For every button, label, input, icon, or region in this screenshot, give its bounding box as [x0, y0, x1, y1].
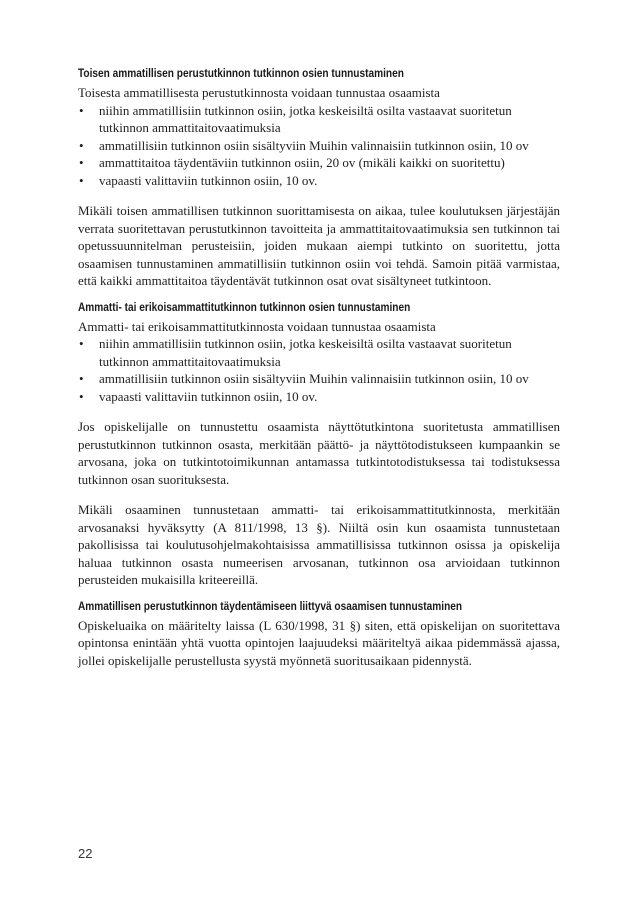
section-heading: Toisen ammatillisen perustutkinnon tutkinnon osien tunnustaminen: [78, 68, 404, 80]
paragraph: Mikäli toisen ammatillisen tutkinnon suorittamisesta on aikaa, tulee koulutuksen järjestäjän verrata suoritettavan perustutkinnon tavoitteita ja ammattitaitovaatimuksia sen tutkinnon tai opetussuunnitelman perusteisiin, joiden mukaan aiempi tutkinto on suoritettu, jotta osaamisen tunnustaminen ammatillisiin tutkinnon osiin voi tehdä. Samoin pitää varmistaa, että kaikki ammattitaitoa täydentävät tutkinnon osat ovat sisältyneet tutkintoon.: [78, 203, 560, 288]
bullet-list: [78, 335, 560, 405]
document-page: [78, 64, 560, 669]
list-item: • ammatillisiin tutkinnon osiin sisältyviin Muihin valinnaisiin tutkinnon osiin, 10 ov: [78, 137, 560, 155]
list-item: • ammattitaitoa täydentäviin tutkinnon osiin, 20 ov (mikäli kaikki on suoritettu): [78, 154, 560, 172]
list-item: • vapaasti valittaviin tutkinnon osiin, 10 ov.: [78, 388, 560, 406]
paragraph: Mikäli osaaminen tunnustetaan ammatti- tai erikoisammattitutkinnosta, merkitään arvosanaksi hyväksytty (A 811/1998, 13 §). Niiltä osin kun osaamista tunnustetaan pakollisissa tai koulutusohjelmakohtaisissa ammatillisissa tutkinnon osissa ja opiskelija haluaa tutkinnon osasta numeerisen arvosanan, tutkinnon osa arvioidaan tutkinnon perusteiden mukaisilla kriteereillä.: [78, 502, 560, 587]
list-item: • niihin ammatillisiin tutkinnon osiin, jotka keskeisiltä osilta vastaavat suoritetun tutkinnon ammattitaitovaatimuksia: [78, 102, 560, 137]
page-number: 22: [78, 846, 93, 861]
paragraph: Jos opiskelijalle on tunnustettu osaamista näyttötutkintona suoritetusta ammatillisen perustutkinnon tutkinnon osasta, merkitään päättö- ja näyttötodistukseen kumpaankin se arvosana, joka on tutkintotoimikunnan antamassa tutkintotodistuksessa tai todistuksessa tutkinnon osan suorituksesta.: [78, 419, 560, 487]
section-degree-supplementing: [78, 597, 560, 670]
section-further-vocational-degree: [78, 298, 560, 589]
list-item: • vapaasti valittaviin tutkinnon osiin, 10 ov.: [78, 172, 560, 190]
list-item: • ammatillisiin tutkinnon osiin sisältyviin Muihin valinnaisiin tutkinnon osiin, 10 ov: [78, 370, 560, 388]
section-heading: Ammatti- tai erikoisammattitutkinnon tutkinnon osien tunnustaminen: [78, 301, 411, 314]
list-item: • niihin ammatillisiin tutkinnon osiin, jotka keskeisiltä osilta vastaavat suoritetun tutkinnon ammattitaitovaatimuksia: [78, 335, 560, 370]
bullet-list: [78, 102, 560, 190]
section-lead: Toisesta ammatillisesta perustutkinnosta voidaan tunnustaa osaamista: [78, 85, 440, 100]
section-lead: Ammatti- tai erikoisammattitutkinnosta voidaan tunnustaa osaamista: [78, 318, 436, 334]
section-other-vocational-degree: [78, 64, 560, 290]
paragraph: Opiskeluaika on määritelty laissa (L 630/1998, 31 §) siten, että opiskelijan on suoritettava opintonsa enintään yhtä vuotta opintojen laajuudeksi määriteltyä aikaa pidemmässä ajassa, jollei opiskelijalle perustellusta syystä myönnetä suoritusaikaan pidennystä.: [78, 617, 560, 668]
section-heading: Ammatillisen perustutkinnon täydentämiseen liittyvä osaamisen tunnustaminen: [78, 600, 463, 613]
